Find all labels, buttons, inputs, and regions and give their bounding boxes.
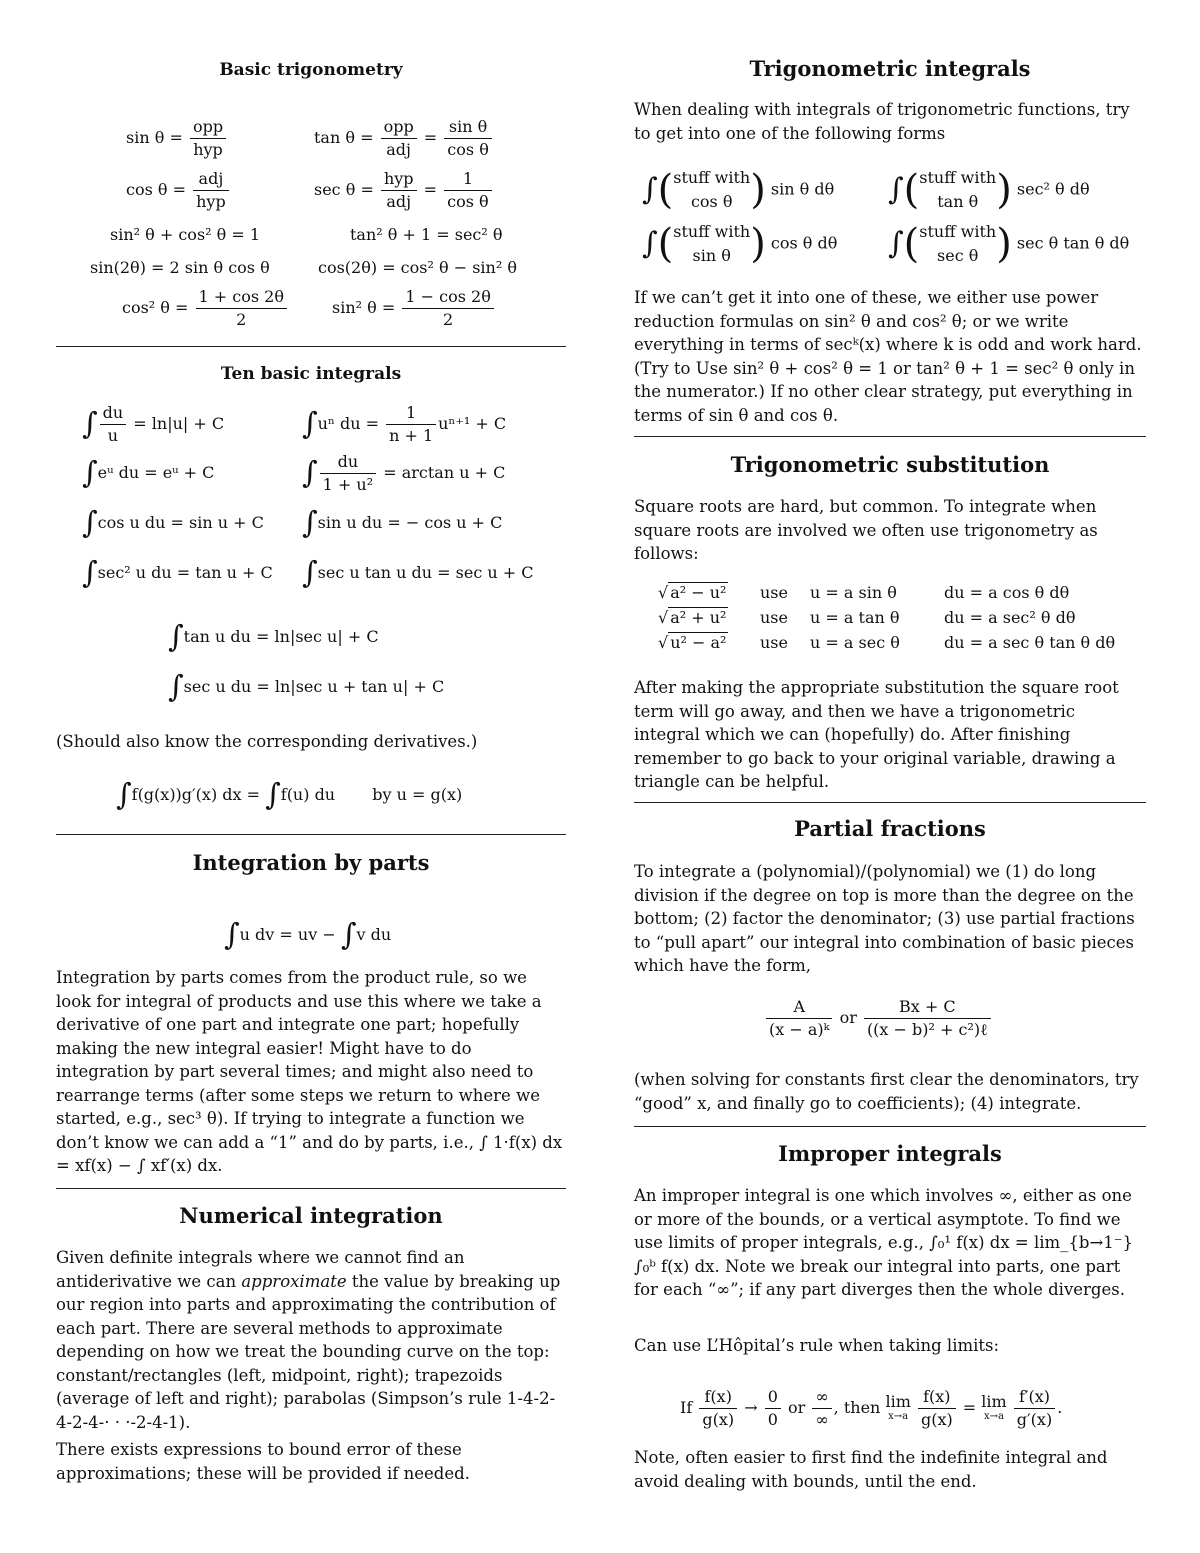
partial-fractions-text-1: To integrate a (polynomial)/(polynomial) we (1) do long division if the degree on top is more than the degree on the bottom; (2) factor the denominator; (3) use partial fractions to “pull apart” our integral into combination of basic pieces which have the form, bbox=[634, 862, 1135, 975]
trig-integrals-intro: When dealing with integrals of trigonometric functions, try to get into one of the following forms bbox=[634, 100, 1130, 143]
divider bbox=[56, 346, 566, 347]
cos-definition: cos θ = $\frac{\text{adj}}{\text{hyp}}$ bbox=[126, 168, 231, 213]
trig-integrals-title: Trigonometric integrals bbox=[749, 56, 1031, 81]
improper-integrals-title: Improper integrals bbox=[778, 1141, 1002, 1166]
lhopital-rule: If $\frac{f(x)}{g(x)}$ → $\frac{0}{0}$ or $\frac{\infty}{\infty}$ , then lim x→a $\frac{f(x)}{g(x)}$ = lim x→a $\frac{f'(x)}{g'(x)}$ . bbox=[680, 1387, 1063, 1429]
trig-substitution-title: Trigonometric substitution bbox=[730, 452, 1050, 477]
integral-2: ∫uⁿ du = $\frac{1}{n + 1}$ uⁿ⁺¹ + C bbox=[302, 403, 507, 445]
parts-formula: ∫u dv = uv − ∫v du bbox=[224, 917, 392, 953]
integral-9: ∫tan u du = ln|sec u| + C bbox=[168, 619, 379, 655]
integral-4: ∫ $\frac{du}{\text{1 + u²}}$ = arctan u + C bbox=[302, 452, 506, 494]
partial-fractions-text-2: (when solving for constants first clear the denominators, try “good” x, and finally go to coefficients); (4) integrate. bbox=[634, 1070, 1139, 1113]
trig-sub-row-2: √ a² + u² use u = a tan θ du = a sec² θ dθ bbox=[658, 608, 1076, 627]
improper-text-2: Can use L’Hôpital’s rule when taking limits: bbox=[634, 1336, 1000, 1355]
divider bbox=[634, 436, 1146, 437]
divider bbox=[634, 802, 1146, 803]
trig-form-3: ∫(stuff with sin θ ) cos θ dθ bbox=[642, 221, 838, 267]
ten-integrals-title: Ten basic integrals bbox=[220, 364, 402, 384]
integral-7: ∫sec² u du = tan u + C bbox=[82, 555, 273, 591]
divider bbox=[634, 1126, 1146, 1127]
parts-text: Integration by parts comes from the product rule, so we look for integral of products and use this where we take a derivative of one part and integrate one part; hopefully making the new integral easier! Might have to do integration by part several times; and might also need to rearrange terms (after some steps we return to where we started, e.g., sec³ θ). If trying to integrate a function we don’t know we can add a “1” and do by parts, i.e., ∫ 1·f(x) dx = xf(x) − ∫ xf′(x) dx. bbox=[56, 968, 563, 1175]
partial-fraction-forms: $\frac{A}{\text{(x − a)ᵏ}}$ or $\frac{Bx + C}{\text{((x − b)² + c²)ℓ}}$ bbox=[764, 996, 993, 1041]
integral-8: ∫sec u tan u du = sec u + C bbox=[302, 555, 534, 591]
integral-6: ∫sin u du = − cos u + C bbox=[302, 505, 503, 541]
trig-sub-row-1: √ a² − u² use u = a sin θ du = a cos θ dθ bbox=[658, 583, 1070, 602]
double-angle-cos: cos(2θ) = cos² θ − sin² θ bbox=[318, 258, 517, 277]
trig-form-2: ∫(stuff with tan θ ) sec² θ dθ bbox=[888, 167, 1090, 213]
basic-trig-title: Basic trigonometry bbox=[219, 60, 403, 80]
trig-form-1: ∫(stuff with cos θ ) sin θ dθ bbox=[642, 167, 835, 213]
numerical-text-2: There exists expressions to bound error of these approximations; these will be provided if needed. bbox=[56, 1440, 470, 1483]
trig-form-4: ∫(stuff with sec θ ) sec θ tan θ dθ bbox=[888, 221, 1130, 267]
numerical-text-1: Given definite integrals where we cannot find an antiderivative we can approximate the value by breaking up our region into parts and approximating the contribution of each part. There are several methods to approximate depending on how we treat the bounding curve on the top: constant/rectangles (left, midpoint, right); trapezoids (average of left and right); parabolas (Simpson’s rule 1-4-2-4-2-4-· · ·-2-4-1). bbox=[56, 1248, 561, 1432]
pythagorean-identity-2: tan² θ + 1 = sec² θ bbox=[350, 225, 503, 244]
integral-5: ∫cos u du = sin u + C bbox=[82, 505, 264, 541]
trig-substitution-text: After making the appropriate substitution the square root term will go away, and then we have a trigonometric integral which we can (hopefully) do. After finishing remember to go back to your original variable, drawing a triangle can be helpful. bbox=[634, 678, 1119, 791]
divider bbox=[56, 1188, 566, 1189]
double-angle-sin: sin(2θ) = 2 sin θ cos θ bbox=[90, 258, 270, 277]
integral-1: ∫ $\frac{du}{u}$ = ln|u| + C bbox=[82, 403, 225, 445]
divider bbox=[56, 834, 566, 835]
derivatives-note: (Should also know the corresponding derivatives.) bbox=[56, 732, 478, 751]
tan-definition: tan θ = $\frac{\text{opp}}{\text{adj}}$ = $\frac{\text{sin θ}}{\text{cos θ}}$ bbox=[314, 116, 494, 161]
cos-squared-formula: cos² θ = $\frac{1 + \cos 2\theta}{2}$ bbox=[122, 286, 289, 331]
partial-fractions-title: Partial fractions bbox=[794, 816, 986, 841]
improper-text-1: An improper integral is one which involves ∞, either as one or more of the bounds, or a vertical asymptote. To find we use limits of proper integrals, e.g., ∫₀¹ f(x) dx = lim_{b→1⁻} ∫₀ᵇ f(x) dx. Note we break our integral into parts, one part for each “∞”; if any part diverges then the whole diverges. bbox=[634, 1186, 1134, 1299]
sin-squared-formula: sin² θ = $\frac{1 - \cos 2\theta}{2}$ bbox=[332, 286, 496, 331]
sin-definition: sin θ = $\frac{\text{opp}}{\text{hyp}}$ bbox=[126, 116, 228, 161]
pythagorean-identity-1: sin² θ + cos² θ = 1 bbox=[110, 225, 261, 244]
integration-by-parts-title: Integration by parts bbox=[192, 850, 430, 875]
integral-3: ∫eᵘ du = eᵘ + C bbox=[82, 455, 215, 491]
improper-text-3: Note, often easier to first find the indefinite integral and avoid dealing with bounds, until the end. bbox=[634, 1448, 1108, 1491]
trig-integrals-text: If we can’t get it into one of these, we either use power reduction formulas on sin² θ and cos² θ; or we write everything in terms of secᵏ(x) where k is odd and work hard. (Try to Use sin² θ + cos² θ = 1 or tan² θ + 1 = sec² θ only in the numerator.) If no other clear strategy, put everything in terms of sin θ and cos θ. bbox=[634, 288, 1142, 425]
numerical-integration-title: Numerical integration bbox=[179, 1203, 443, 1228]
substitution-rule: ∫f(g(x))g′(x) dx = ∫f(u) du by u = g(x) bbox=[116, 777, 463, 813]
integral-10: ∫sec u du = ln|sec u + tan u| + C bbox=[168, 669, 445, 705]
trig-substitution-intro: Square roots are hard, but common. To integrate when square roots are involved we often use trigonometry as follows: bbox=[634, 497, 1098, 563]
trig-sub-row-3: √ u² − a² use u = a sec θ du = a sec θ tan θ dθ bbox=[658, 633, 1116, 652]
sec-definition: sec θ = $\frac{\text{hyp}}{\text{adj}}$ = $\frac{1}{\text{cos θ}}$ bbox=[314, 168, 494, 213]
